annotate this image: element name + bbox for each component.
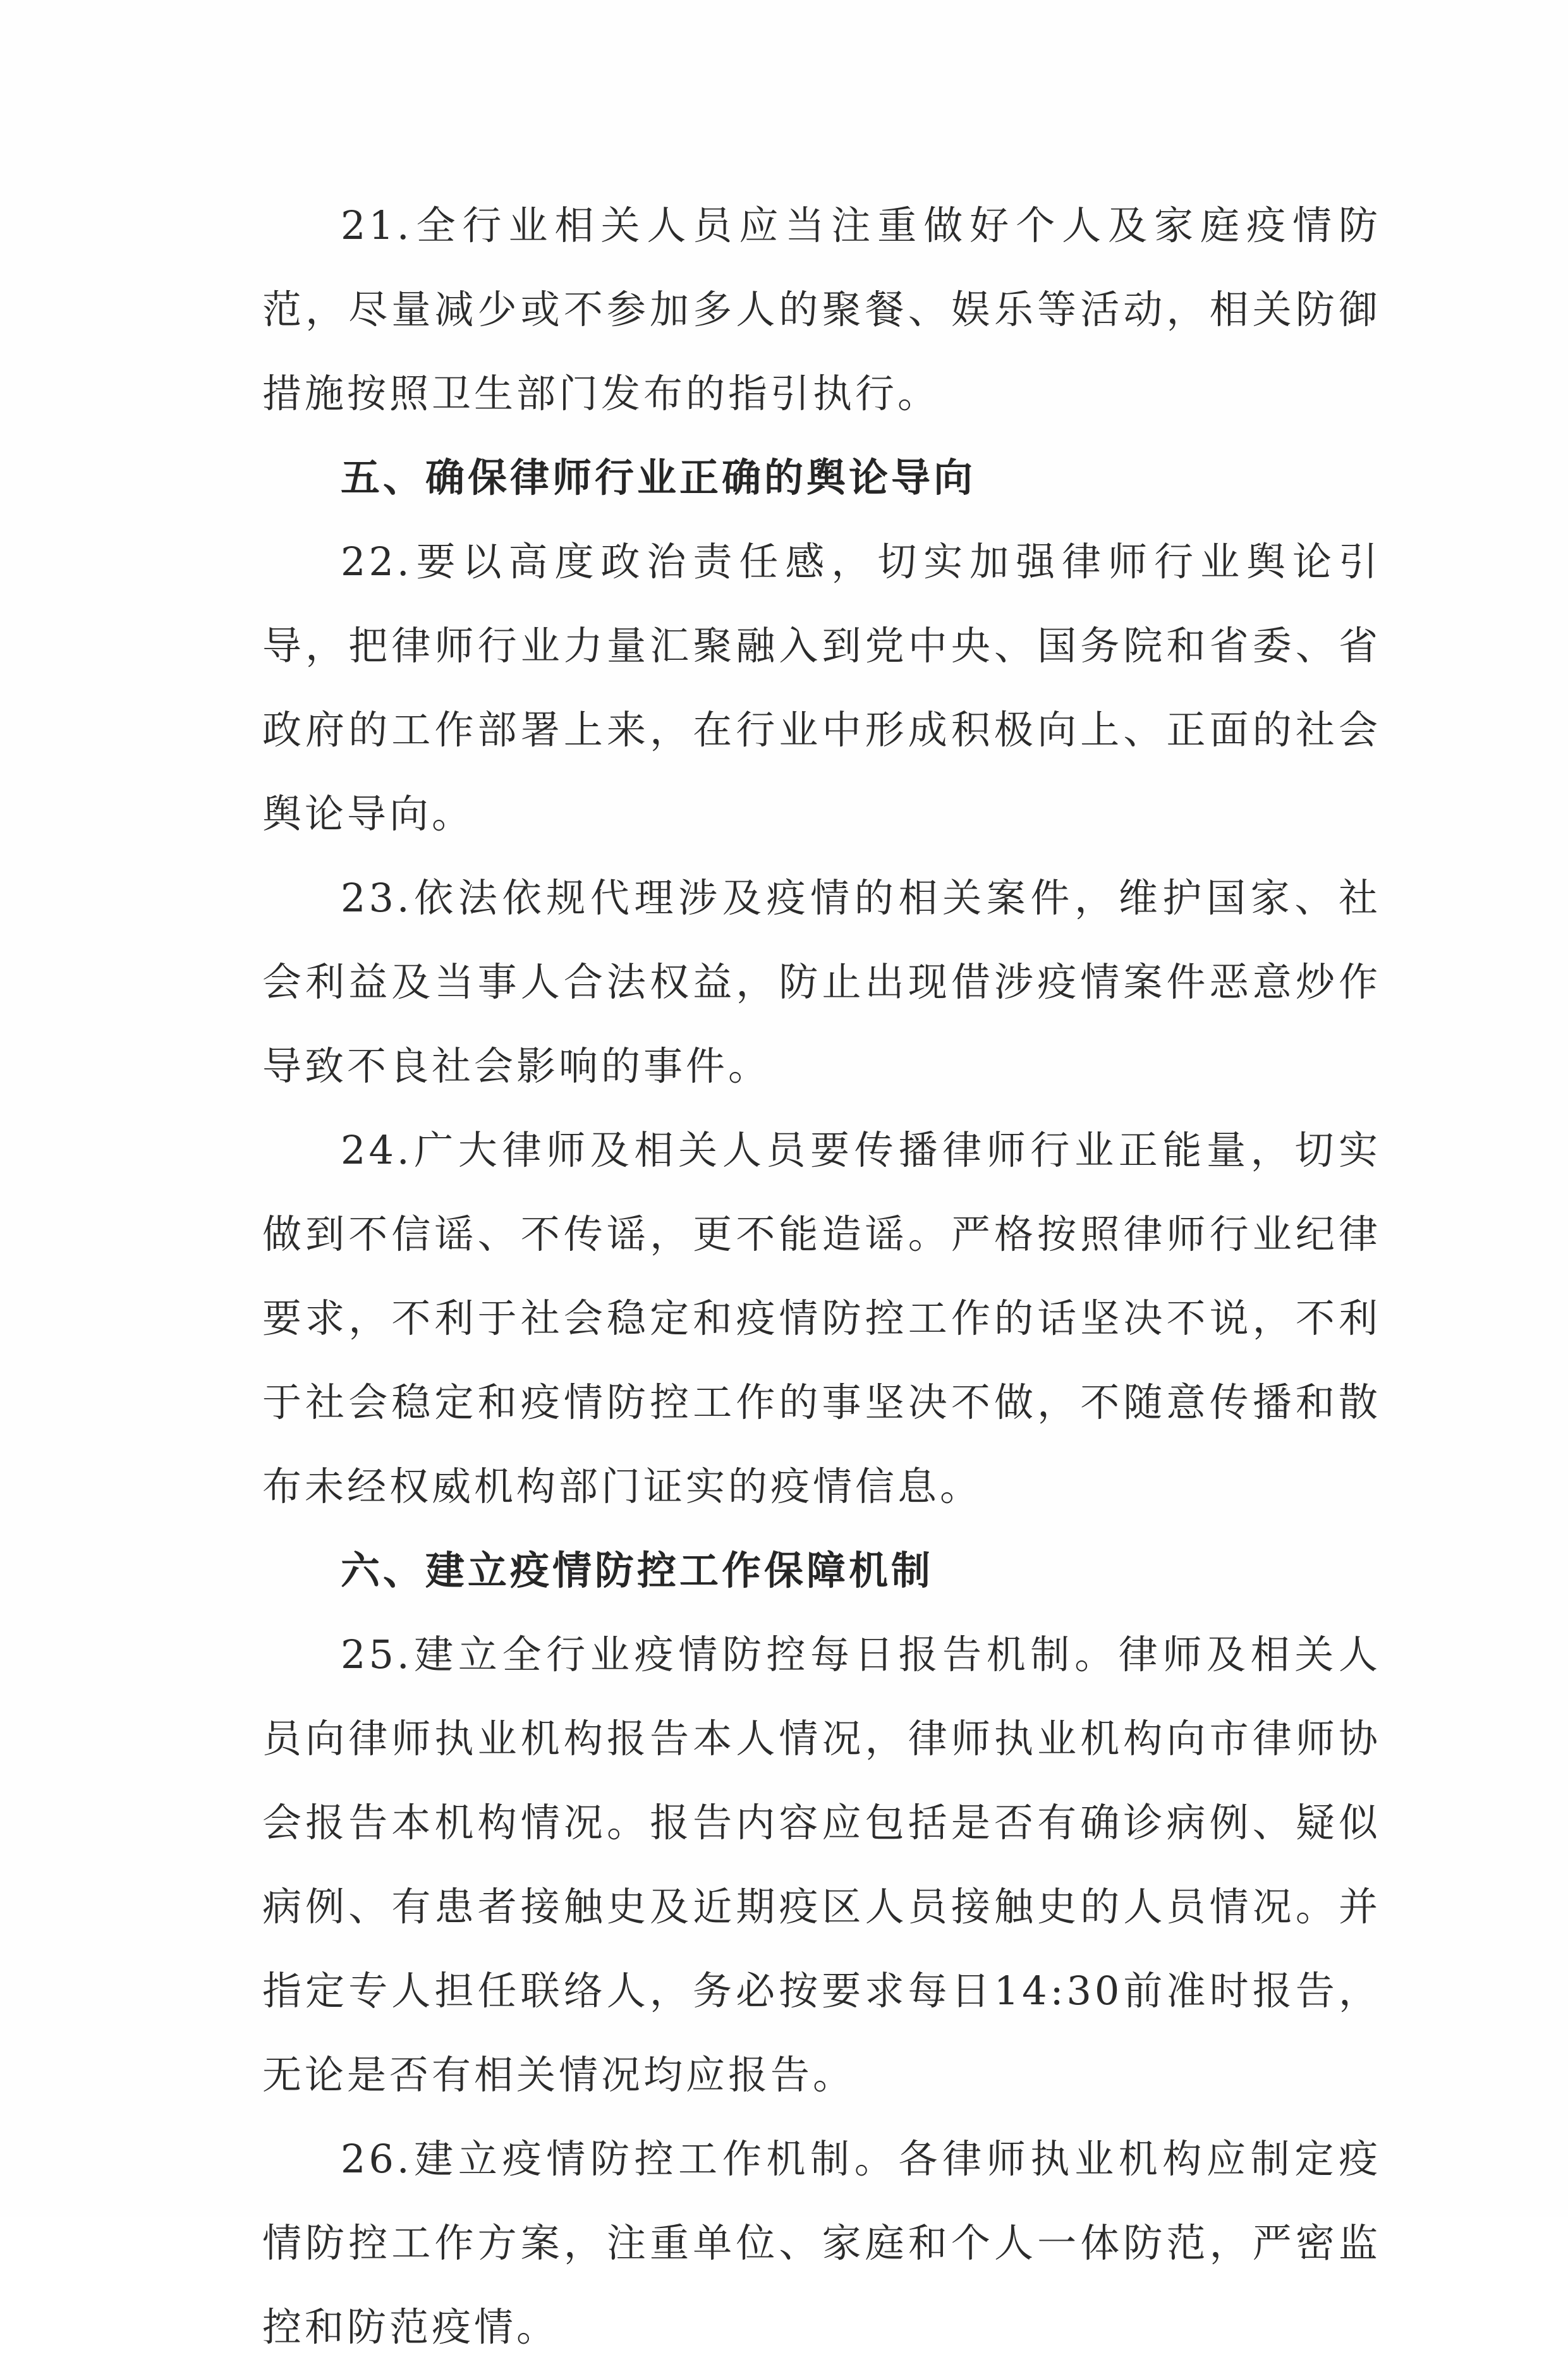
paragraph-25: 25.建立全行业疫情防控每日报告机制。律师及相关人员向律师执业机构报告本人情况，律师执业机构向市律师协会报告本机构情况。报告内容应包括是否有确诊病例、疑似病例、有患者接触史及近期疫区人员接触史的人员情况。并指定专人担任联络人，务必按要求每日14:30前准时报告，无论是否有相关情况均应报告。 [262,1631,1381,2098]
paragraph-24: 24.广大律师及相关人员要传播律师行业正能量，切实做到不信谣、不传谣，更不能造谣。严格按照律师行业纪律要求，不利于社会稳定和疫情防控工作的话坚决不说，不利于社会稳定和疫情防控工作的事坚决不做，不随意传播和散布未经权威机构部门证实的疫情信息。 [262,1127,1381,1509]
section-heading-5: 五、确保律师行业正确的舆论导向 [341,454,976,501]
section-heading-6: 六、建立疫情防控工作保障机制 [341,1547,934,1593]
paragraph-21: 21.全行业相关人员应当注重做好个人及家庭疫情防范，尽量减少或不参加多人的聚餐、娱乐等活动，相关防御措施按照卫生部门发布的指引执行。 [262,202,1381,417]
paragraph-26: 26.建立疫情防控工作机制。各律师执业机构应制定疫情防控工作方案，注重单位、家庭和个人一体防范，严密监控和防范疫情。 [262,2136,1381,2350]
paragraph-22: 22.要以高度政治责任感，切实加强律师行业舆论引导，把律师行业力量汇聚融入到党中央、国务院和省委、省政府的工作部署上来，在行业中形成积极向上、正面的社会舆论导向。 [262,539,1381,837]
paragraph-23: 23.依法依规代理涉及疫情的相关案件，维护国家、社会利益及当事人合法权益，防止出现借涉疫情案件恶意炒作导致不良社会影响的事件。 [262,875,1381,1089]
document-body [262,183,1381,2369]
